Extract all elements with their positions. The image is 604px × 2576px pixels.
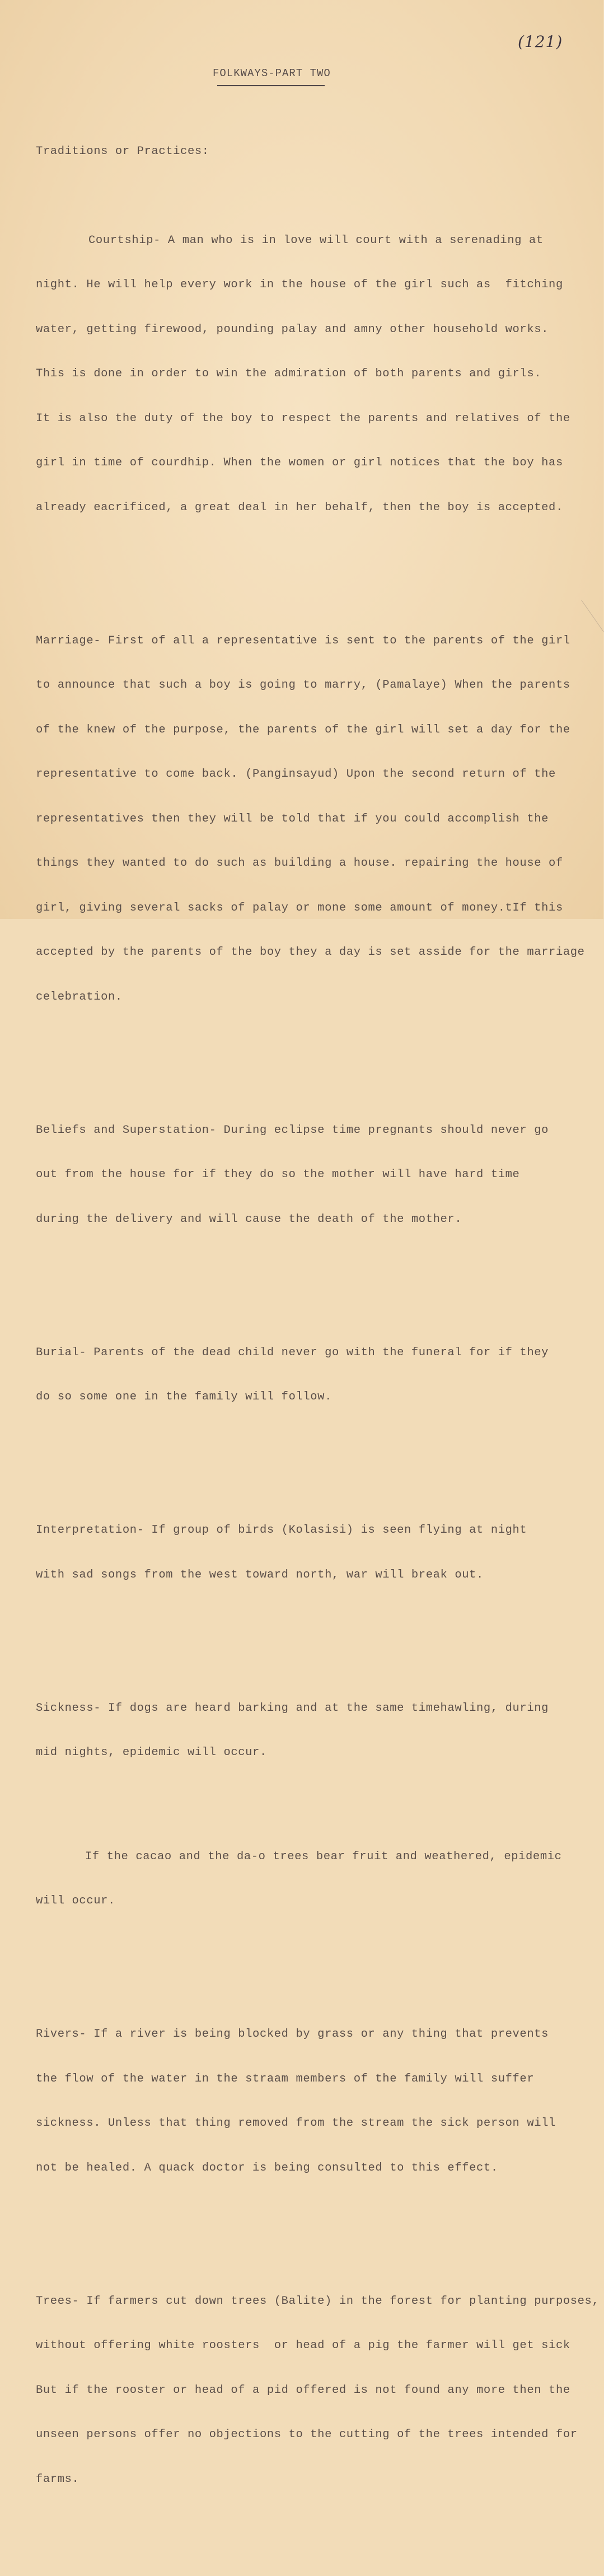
text-line: not be healed. A quack doctor is being consulted to this effect. — [36, 2161, 498, 2174]
paragraph-burial — [36, 1316, 573, 1435]
page-number: (121) — [518, 32, 563, 51]
paragraph-courtship — [36, 204, 573, 545]
paragraph-sickness — [36, 1672, 573, 1790]
text-line: without offering white roosters or head of a pig the farmer will get sick — [36, 2339, 570, 2352]
text-line: celebration. — [36, 990, 123, 1004]
text-line: unseen persons offer no objections to the cutting of the trees intended for — [36, 2428, 578, 2441]
text-line: Burial- Parents of the dead child never go with the funeral for if they — [36, 1346, 549, 1359]
text-line: Marriage- First of all a representative is sent to the parents of the girl — [36, 634, 570, 647]
text-line: sickness. Unless that thing removed from the stream the sick person will — [36, 2117, 556, 2130]
paragraph-trees — [36, 2265, 600, 2517]
paragraph-sickness-continued — [36, 1820, 573, 1939]
text-line: This is done in order to win the admiration of both parents and girls. — [36, 367, 542, 380]
text-line: girl, giving several sacks of palay or mone some amount of money.tIf this — [36, 901, 563, 914]
text-line: Interpretation- If group of birds (Kolasisi) is seen flying at night — [36, 1524, 527, 1537]
text-line: already eacrificed, a great deal in her behalf, then the boy is accepted. — [36, 501, 563, 514]
text-line: with sad songs from the west toward north, war will break out. — [36, 1568, 484, 1581]
text-line: representative to come back. (Panginsayud) Upon the second return of the — [36, 768, 556, 781]
text-line: representatives then they will be told that if you could accomplish the — [36, 812, 549, 825]
paragraph-marriage — [36, 604, 585, 1035]
text-line: Courtship- A man who is in love will court with a serenading at — [88, 234, 544, 247]
text-line: water, getting firewood, pounding palay and amny other household works. — [36, 323, 549, 336]
text-line: night. He will help every work in the house of the girl such as fitching — [36, 278, 563, 291]
text-line: It is also the duty of the boy to respect the parents and relatives of the — [36, 412, 570, 425]
title-underline — [217, 85, 325, 86]
text-line: during the delivery and will cause the death of the mother. — [36, 1212, 462, 1226]
text-line: Sickness- If dogs are heard barking and at the same timehawling, during — [36, 1701, 549, 1715]
text-line: If the cacao and the da-o trees bear fruit and weathered, epidemic — [85, 1850, 562, 1863]
text-line: do so some one in the family will follow. — [36, 1390, 332, 1403]
text-line: mid nights, epidemic will occur. — [36, 1746, 267, 1759]
text-line: Rivers- If a river is being blocked by grass or any thing that prevents — [36, 2028, 549, 2041]
paragraph-interpretation — [36, 1494, 573, 1612]
text-line: farms. — [36, 2472, 79, 2486]
text-line: girl in time of courdhip. When the women or girl notices that the boy has — [36, 456, 563, 469]
paragraph-beliefs — [36, 1094, 573, 1257]
text-line: But if the rooster or head of a pid offered is not found any more then the — [36, 2383, 570, 2397]
paper-crease-mark — [581, 600, 604, 632]
paragraph-rivers — [36, 1998, 573, 2205]
text-line: to announce that such a boy is going to marry, (Pamalaye) When the parents — [36, 679, 570, 692]
text-line: things they wanted to do such as building a house. repairing the house of — [36, 857, 563, 870]
text-line: will occur. — [36, 1894, 115, 1907]
text-line: out from the house for if they do so the mother will have hard time — [36, 1168, 520, 1181]
text-line: the flow of the water in the straam members of the family will suffer — [36, 2072, 535, 2085]
text-line: accepted by the parents of the boy they a day is set asside for the marriage — [36, 946, 585, 959]
text-line: of the knew of the purpose, the parents of the girl will set a day for the — [36, 723, 570, 736]
section-heading: Traditions or Practices: — [36, 144, 209, 158]
document-title: FOLKWAYS-PART TWO — [213, 67, 331, 80]
document-body — [36, 100, 600, 2576]
text-line: Trees- If farmers cut down trees (Balite) in the forest for planting purposes, — [36, 2294, 600, 2308]
text-line: Beliefs and Superstation- During eclipse time pregnants should never go — [36, 1123, 549, 1137]
